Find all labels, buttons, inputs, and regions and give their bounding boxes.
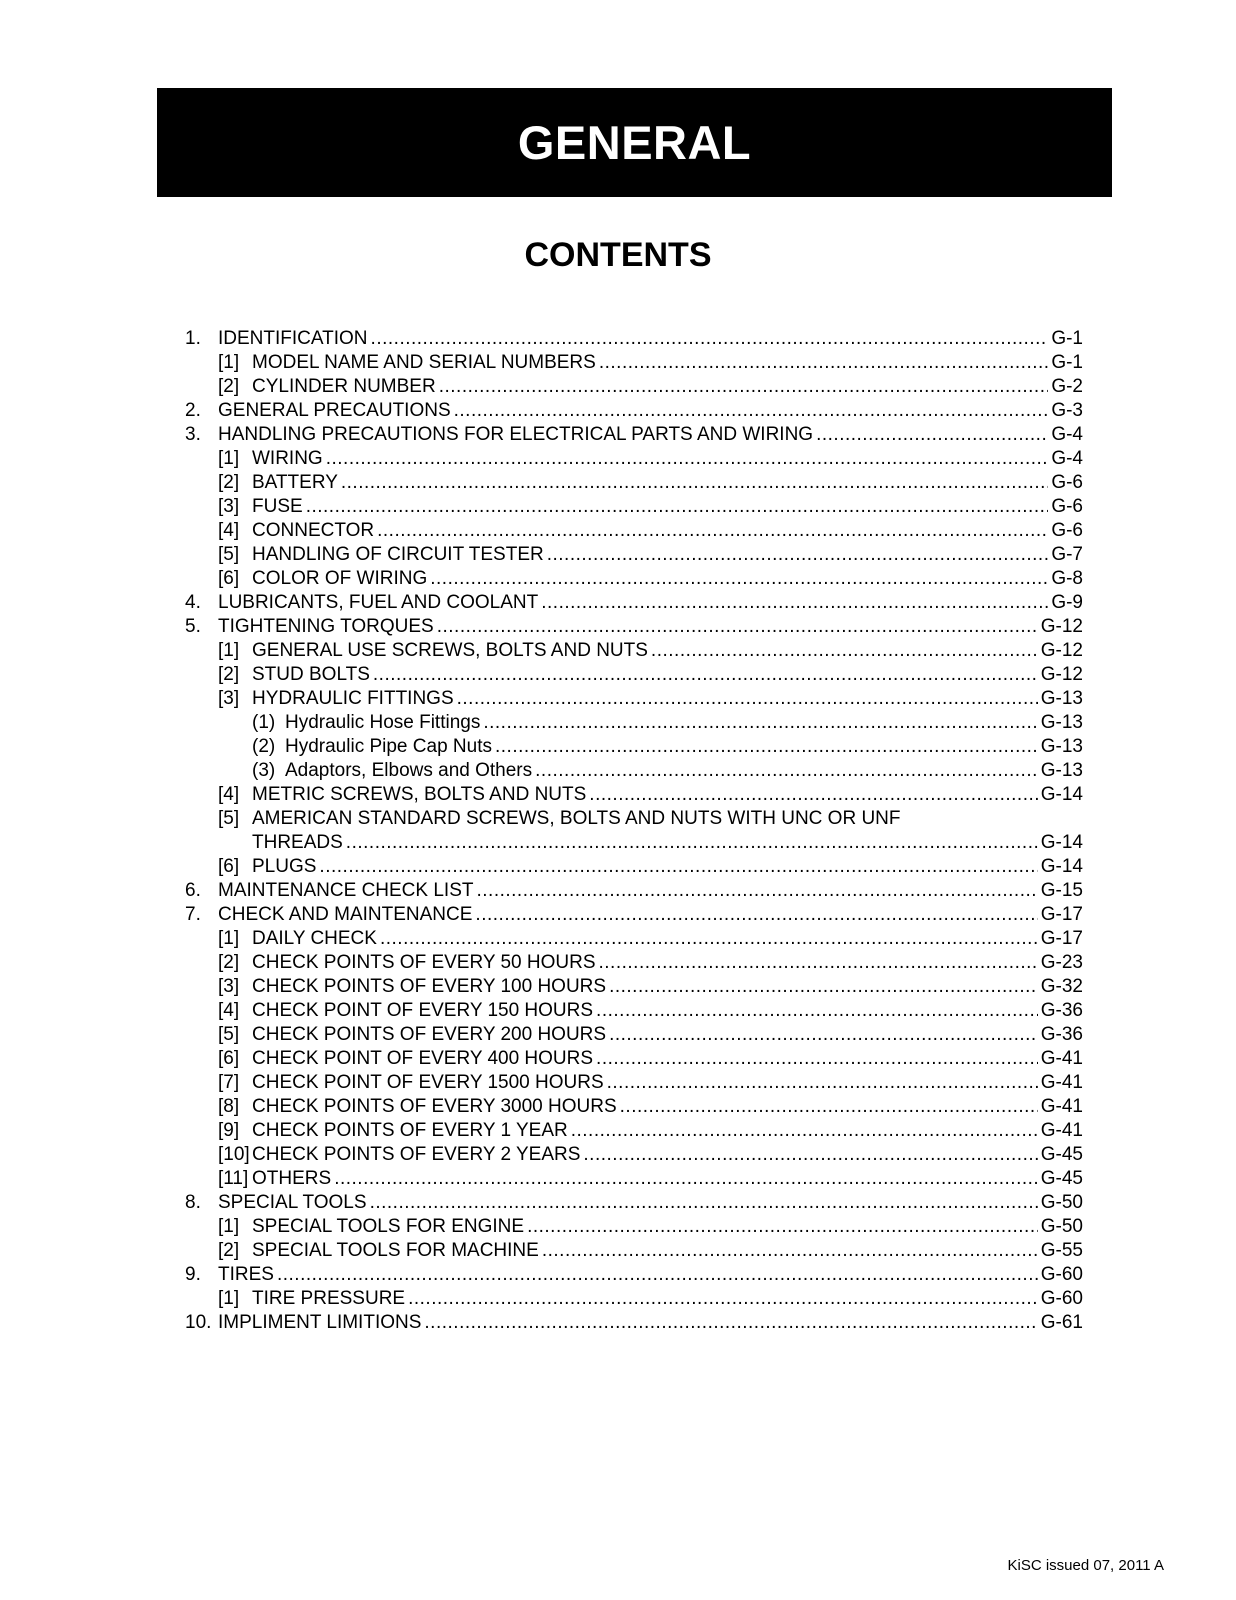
toc-entry-number: 4. (185, 592, 201, 613)
toc-dot-leader (454, 399, 1049, 423)
toc-entry (185, 327, 1083, 351)
toc-entry-number: [5] (218, 1024, 240, 1045)
toc-entry (185, 471, 1083, 495)
toc-entry-title: SPECIAL TOOLS FOR ENGINE (252, 1216, 525, 1237)
toc-entry (185, 423, 1083, 447)
section-banner (157, 88, 1112, 197)
toc-entry (185, 687, 1083, 711)
toc-entry (185, 1167, 1083, 1191)
toc-entry-number: [1] (218, 1288, 240, 1309)
toc-entry (185, 711, 1083, 735)
toc-entry (185, 831, 1083, 855)
toc-entry-page: G-8 (1051, 568, 1083, 589)
contents-heading: CONTENTS (524, 236, 712, 274)
toc-entry-number: [9] (218, 1120, 240, 1141)
toc-entry-title: AMERICAN STANDARD SCREWS, BOLTS AND NUTS WITH UNC OR UNF (252, 808, 901, 829)
toc-entry-page: G-1 (1051, 328, 1083, 349)
toc-entry-title: CHECK POINTS OF EVERY 2 YEARS (252, 1144, 581, 1165)
toc-entry-title: CHECK POINTS OF EVERY 3000 HOURS (252, 1096, 617, 1117)
toc-entry-page: G-45 (1040, 1144, 1083, 1165)
toc-entry (185, 999, 1083, 1023)
toc-entry-title: DAILY CHECK (252, 928, 377, 949)
toc-entry-title: OTHERS (252, 1168, 332, 1189)
toc-entry-page: G-13 (1040, 688, 1083, 709)
toc-entry-number: [11] (218, 1168, 249, 1189)
toc-entry (185, 1191, 1083, 1215)
toc-entry-number: [1] (218, 448, 240, 469)
toc-entry-number: [2] (218, 1240, 240, 1261)
toc-dot-leader (380, 927, 1038, 951)
toc-entry (185, 855, 1083, 879)
toc-entry-title: HANDLING OF CIRCUIT TESTER (252, 544, 544, 565)
toc-entry-page: G-6 (1051, 520, 1083, 541)
toc-entry-number: [4] (218, 1000, 240, 1021)
toc-entry (185, 759, 1083, 783)
toc-entry (185, 975, 1083, 999)
toc-entry-number: [2] (218, 952, 240, 973)
toc-entry-title: CONNECTOR (252, 520, 375, 541)
toc-entry (185, 543, 1083, 567)
toc-entry (185, 879, 1083, 903)
toc-entry-page: G-14 (1040, 784, 1083, 805)
toc-entry (185, 1239, 1083, 1263)
toc-entry (185, 663, 1083, 687)
toc-entry (185, 903, 1083, 927)
toc-entry (185, 1119, 1083, 1143)
toc-entry-title: HYDRAULIC FITTINGS (252, 688, 454, 709)
toc-entry (185, 1215, 1083, 1239)
toc-dot-leader (620, 1095, 1038, 1119)
toc-dot-leader (326, 447, 1049, 471)
toc-entry-number: [4] (218, 520, 240, 541)
toc-entry (185, 447, 1083, 471)
toc-entry (185, 639, 1083, 663)
toc-entry-number: (1) (252, 712, 276, 733)
toc-entry-number: [1] (218, 352, 240, 373)
toc-entry-number: [8] (218, 1096, 240, 1117)
toc-entry-title: HANDLING PRECAUTIONS FOR ELECTRICAL PARTS AND WIRING (218, 424, 814, 445)
toc-entry (185, 351, 1083, 375)
toc-dot-leader (535, 759, 1038, 783)
toc-dot-leader (583, 1143, 1037, 1167)
toc-entry-page: G-13 (1040, 712, 1083, 733)
toc-entry-title: STUD BOLTS (252, 664, 370, 685)
toc-entry-number: [2] (218, 664, 240, 685)
toc-entry-page: G-15 (1040, 880, 1083, 901)
toc-entry-title: Adaptors, Elbows and Others (285, 760, 533, 781)
toc-entry (185, 807, 1083, 831)
toc-entry-page: G-12 (1040, 640, 1083, 661)
toc-entry-title: CHECK POINTS OF EVERY 100 HOURS (252, 976, 607, 997)
footer-issue-note: KiSC issued 07, 2011 A (1007, 1557, 1164, 1574)
toc-dot-leader (424, 1311, 1037, 1335)
toc-entry-page: G-55 (1040, 1240, 1083, 1261)
toc-entry-page: G-6 (1051, 496, 1083, 517)
toc-entry-number: [6] (218, 568, 240, 589)
toc-entry-page: G-1 (1051, 352, 1083, 373)
toc-entry-page: G-9 (1051, 592, 1083, 613)
toc-entry-title: SPECIAL TOOLS (218, 1192, 367, 1213)
toc-entry-number: 3. (185, 424, 201, 445)
toc-entry-number: 9. (185, 1264, 201, 1285)
toc-entry-page: G-12 (1040, 616, 1083, 637)
toc-dot-leader (408, 1287, 1038, 1311)
toc-entry-page: G-36 (1040, 1000, 1083, 1021)
toc-entry-page: G-4 (1051, 424, 1083, 445)
toc-dot-leader (596, 1047, 1038, 1071)
toc-entry-title: METRIC SCREWS, BOLTS AND NUTS (252, 784, 587, 805)
toc-entry-page: G-41 (1040, 1120, 1083, 1141)
toc-entry-page: G-32 (1040, 976, 1083, 997)
toc-entry (185, 1311, 1083, 1335)
toc-entry (185, 927, 1083, 951)
toc-entry-number: 2. (185, 400, 201, 421)
toc-dot-leader (607, 1071, 1038, 1095)
toc-entry (185, 375, 1083, 399)
toc-entry-title: TIRES (218, 1264, 274, 1285)
toc-entry-number: [1] (218, 928, 240, 949)
toc-entry-title: CHECK AND MAINTENANCE (218, 904, 473, 925)
toc-entry-page: G-36 (1040, 1024, 1083, 1045)
toc-entry-page: G-14 (1040, 856, 1083, 877)
toc-entry-page: G-41 (1040, 1072, 1083, 1093)
toc-entry-page: G-60 (1040, 1264, 1083, 1285)
toc-entry-title: MAINTENANCE CHECK LIST (218, 880, 474, 901)
section-title: GENERAL (517, 116, 752, 169)
toc-entry (185, 1263, 1083, 1287)
toc-entry-title: TIRE PRESSURE (252, 1288, 406, 1309)
toc-entry (185, 399, 1083, 423)
toc-dot-leader (346, 831, 1038, 855)
toc-entry-page: G-4 (1051, 448, 1083, 469)
toc-entry-number: [1] (218, 1216, 240, 1237)
toc-entry-number: 10. (185, 1312, 212, 1333)
toc-dot-leader (483, 711, 1037, 735)
toc-entry-page: G-23 (1040, 952, 1083, 973)
toc-dot-leader (476, 879, 1037, 903)
toc-entry-page: G-17 (1040, 928, 1083, 949)
toc-dot-leader (527, 1215, 1038, 1239)
toc-entry-number: (3) (252, 760, 276, 781)
toc-entry-number: [2] (218, 472, 240, 493)
toc-dot-leader (589, 783, 1037, 807)
toc-dot-leader (439, 375, 1049, 399)
toc-entry-title: PLUGS (252, 856, 317, 877)
toc-entry-page: G-14 (1040, 832, 1083, 853)
toc-entry-title: CYLINDER NUMBER (252, 376, 436, 397)
toc-entry-title: BATTERY (252, 472, 338, 493)
toc-dot-leader (430, 567, 1048, 591)
toc-dot-leader (609, 975, 1038, 999)
toc-entry (185, 1095, 1083, 1119)
toc-entry-title: TIGHTENING TORQUES (218, 616, 434, 637)
toc-entry-page: G-45 (1040, 1168, 1083, 1189)
toc-entry-page: G-17 (1040, 904, 1083, 925)
toc-entry-number: [10] (218, 1144, 250, 1165)
toc-dot-leader (319, 855, 1037, 879)
toc-entry-number: [2] (218, 376, 240, 397)
toc-dot-leader (437, 615, 1038, 639)
toc-dot-leader (495, 735, 1038, 759)
toc-entry-number: [6] (218, 856, 240, 877)
toc-dot-leader (599, 951, 1038, 975)
toc-dot-leader (609, 1023, 1038, 1047)
toc-entry-page: G-13 (1040, 760, 1083, 781)
toc-entry (185, 1143, 1083, 1167)
table-of-contents (185, 327, 1083, 1335)
toc-entry-page: G-7 (1051, 544, 1083, 565)
toc-dot-leader (475, 903, 1037, 927)
toc-entry-title: CHECK POINT OF EVERY 400 HOURS (252, 1048, 594, 1069)
toc-entry-title: LUBRICANTS, FUEL AND COOLANT (218, 592, 539, 613)
toc-dot-leader (599, 351, 1048, 375)
toc-entry-number: [3] (218, 976, 240, 997)
toc-dot-leader (541, 591, 1048, 615)
toc-dot-leader (377, 519, 1048, 543)
toc-entry-title: IDENTIFICATION (218, 328, 368, 349)
toc-entry-title: Hydraulic Pipe Cap Nuts (285, 736, 492, 757)
toc-dot-leader (370, 1191, 1038, 1215)
toc-entry-page: G-41 (1040, 1096, 1083, 1117)
toc-entry-title: THREADS (252, 832, 343, 853)
toc-dot-leader (341, 471, 1048, 495)
toc-dot-leader (371, 327, 1049, 351)
toc-entry-page: G-6 (1051, 472, 1083, 493)
toc-entry-title: CHECK POINT OF EVERY 1500 HOURS (252, 1072, 604, 1093)
toc-entry-number: [7] (218, 1072, 240, 1093)
toc-dot-leader (373, 663, 1038, 687)
toc-entry-number: 8. (185, 1192, 201, 1213)
toc-entry-title: CHECK POINT OF EVERY 150 HOURS (252, 1000, 594, 1021)
toc-entry-page: G-12 (1040, 664, 1083, 685)
toc-entry-page: G-41 (1040, 1048, 1083, 1069)
toc-entry-title: WIRING (252, 448, 323, 469)
toc-dot-leader (651, 639, 1038, 663)
toc-dot-leader (571, 1119, 1038, 1143)
toc-entry (185, 1287, 1083, 1311)
toc-entry-number: [4] (218, 784, 240, 805)
toc-entry (185, 1071, 1083, 1095)
toc-entry-title: GENERAL USE SCREWS, BOLTS AND NUTS (252, 640, 648, 661)
toc-entry-page: G-50 (1040, 1192, 1083, 1213)
toc-entry (185, 591, 1083, 615)
toc-entry (185, 1023, 1083, 1047)
toc-entry-page: G-13 (1040, 736, 1083, 757)
toc-entry-page: G-3 (1051, 400, 1083, 421)
toc-entry-number: [1] (218, 640, 240, 661)
toc-entry-title: Hydraulic Hose Fittings (285, 712, 481, 733)
toc-dot-leader (542, 1239, 1038, 1263)
toc-entry (185, 735, 1083, 759)
toc-dot-leader (547, 543, 1049, 567)
toc-entry-title: MODEL NAME AND SERIAL NUMBERS (252, 352, 596, 373)
toc-dot-leader (306, 495, 1049, 519)
toc-entry (185, 1047, 1083, 1071)
toc-entry-number: 1. (185, 328, 201, 349)
toc-entry (185, 615, 1083, 639)
toc-entry (185, 519, 1083, 543)
toc-entry-title: SPECIAL TOOLS FOR MACHINE (252, 1240, 539, 1261)
toc-entry-number: [5] (218, 808, 240, 829)
toc-entry-number: [5] (218, 544, 240, 565)
toc-entry-number: [3] (218, 496, 240, 517)
toc-entry-number: [3] (218, 688, 240, 709)
toc-entry (185, 951, 1083, 975)
toc-entry-title: CHECK POINTS OF EVERY 1 YEAR (252, 1120, 568, 1141)
toc-entry (185, 495, 1083, 519)
toc-entry-page: G-60 (1040, 1288, 1083, 1309)
toc-entry-title: FUSE (252, 496, 303, 517)
toc-dot-leader (457, 687, 1038, 711)
toc-dot-leader (596, 999, 1038, 1023)
toc-entry-number: 5. (185, 616, 201, 637)
toc-entry-page: G-2 (1051, 376, 1083, 397)
toc-entry (185, 567, 1083, 591)
toc-entry-title: IMPLIMENT LIMITIONS (218, 1312, 422, 1333)
toc-entry-number: (2) (252, 736, 276, 757)
toc-entry-page: G-50 (1040, 1216, 1083, 1237)
toc-entry (185, 783, 1083, 807)
toc-entry-title: CHECK POINTS OF EVERY 50 HOURS (252, 952, 596, 973)
toc-dot-leader (277, 1263, 1038, 1287)
toc-entry-number: 7. (185, 904, 201, 925)
toc-entry-number: 6. (185, 880, 201, 901)
toc-dot-leader (816, 423, 1048, 447)
toc-entry-title: CHECK POINTS OF EVERY 200 HOURS (252, 1024, 607, 1045)
toc-entry-title: COLOR OF WIRING (252, 568, 428, 589)
toc-dot-leader (334, 1167, 1038, 1191)
toc-entry-page: G-61 (1040, 1312, 1083, 1333)
toc-entry-title: GENERAL PRECAUTIONS (218, 400, 451, 421)
toc-entry-number: [6] (218, 1048, 240, 1069)
